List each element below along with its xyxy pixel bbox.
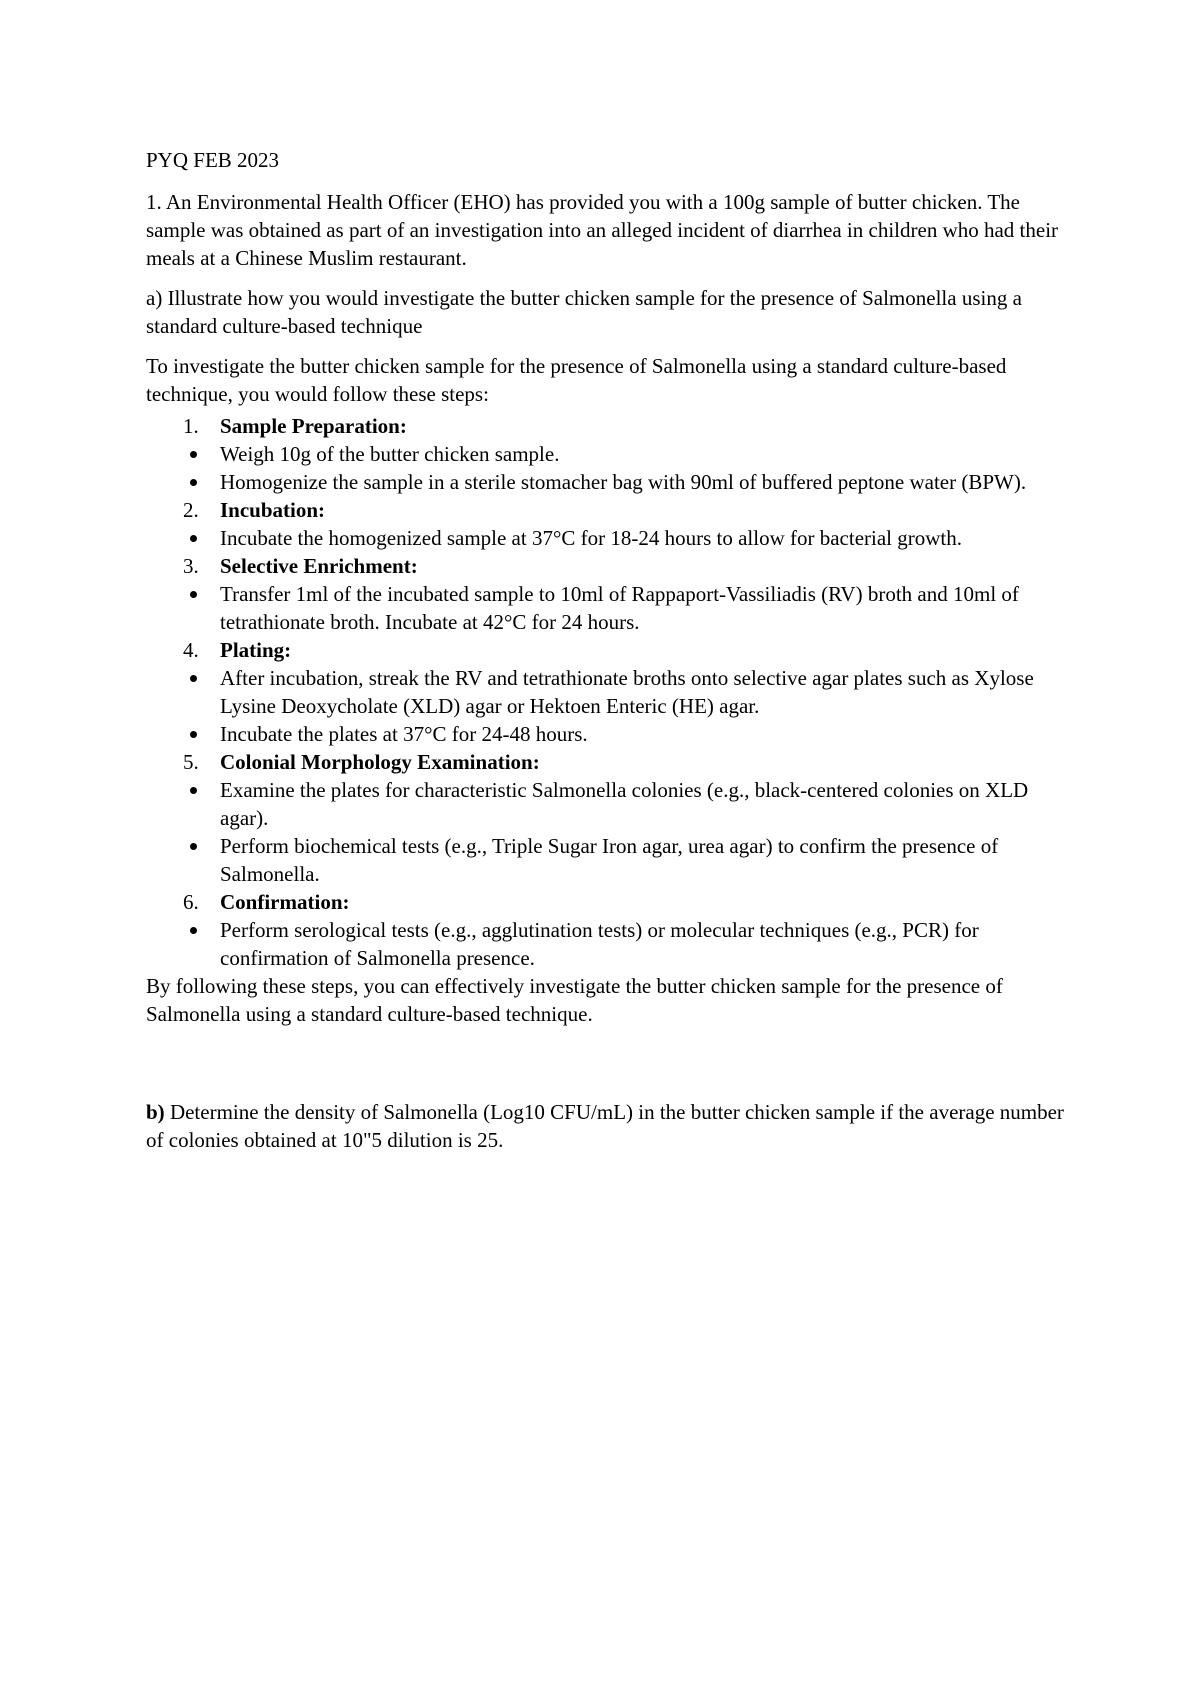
- bullet-text: Incubate the homogenized sample at 37°C for 18-24 hours to allow for bacterial growth.: [220, 526, 963, 550]
- bullet-icon: [190, 731, 197, 738]
- bullet-item: [146, 832, 1066, 888]
- question-part-a: a) Illustrate how you would investigate the butter chicken sample for the presence of Salmonella using a standard culture-based technique: [146, 286, 1022, 338]
- bullet-icon: [190, 927, 197, 934]
- step-number: 5.: [183, 750, 199, 774]
- bullet-text: Homogenize the sample in a sterile stomacher bag with 90ml of buffered peptone water (BPW).: [220, 470, 1027, 494]
- bullet-item: [146, 664, 1066, 720]
- bullet-icon: [190, 451, 197, 458]
- bullet-item: [146, 524, 1066, 552]
- step-title: Incubation:: [220, 498, 326, 522]
- answer-intro: To investigate the butter chicken sample for the presence of Salmonella using a standard culture-based technique, you would follow these steps:: [146, 354, 1007, 406]
- bullet-text: After incubation, streak the RV and tetrathionate broths onto selective agar plates such as Xylose Lysine Deoxycholate (XLD) agar or Hektoen Enteric (HE) agar.: [220, 666, 1034, 718]
- step-title: Plating:: [220, 638, 292, 662]
- bullet-icon: [190, 591, 197, 598]
- bullet-item: [146, 720, 1066, 748]
- bullet-text: Perform biochemical tests (e.g., Triple Sugar Iron agar, urea agar) to confirm the presence of Salmonella.: [220, 834, 999, 886]
- bullet-text: Incubate the plates at 37°C for 24-48 hours.: [220, 722, 588, 746]
- step-title: Sample Preparation:: [220, 414, 407, 438]
- bullet-item: [146, 916, 1066, 972]
- page-title: PYQ FEB 2023: [146, 148, 280, 172]
- question-intro: 1. An Environmental Health Officer (EHO) has provided you with a 100g sample of butter chicken. The sample was obtained as part of an investigation into an alleged incident of diarrhea in children who had their meals at a Chinese Muslim restaurant.: [146, 190, 1059, 270]
- bullet-icon: [190, 675, 197, 682]
- step-number: 3.: [183, 554, 199, 578]
- bullet-icon: [190, 535, 197, 542]
- step-title: Confirmation:: [220, 890, 350, 914]
- step-number: 4.: [183, 638, 199, 662]
- step-item: [146, 888, 1066, 916]
- document-content: [146, 146, 1066, 1166]
- steps-list: [146, 412, 1066, 972]
- bullet-icon: [190, 787, 197, 794]
- step-title: Colonial Morphology Examination:: [220, 750, 540, 774]
- bullet-text: Examine the plates for characteristic Salmonella colonies (e.g., black-centered colonies on XLD agar).: [220, 778, 1029, 830]
- step-number: 1.: [183, 414, 199, 438]
- bullet-icon: [190, 479, 197, 486]
- answer-closing: By following these steps, you can effectively investigate the butter chicken sample for the presence of Salmonella using a standard culture-based technique.: [146, 974, 1003, 1026]
- part-b-label: b): [146, 1100, 165, 1124]
- bullet-item: [146, 776, 1066, 832]
- step-number: 6.: [183, 890, 199, 914]
- step-item: [146, 552, 1066, 580]
- spacer: [146, 1040, 1066, 1098]
- bullet-text: Perform serological tests (e.g., agglutination tests) or molecular techniques (e.g., PCR) for confirmation of Salmonella presence.: [220, 918, 979, 970]
- step-item: [146, 636, 1066, 664]
- step-item: [146, 412, 1066, 440]
- step-item: [146, 748, 1066, 776]
- bullet-icon: [190, 843, 197, 850]
- step-title: Selective Enrichment:: [220, 554, 418, 578]
- part-b-text: Determine the density of Salmonella (Log10 CFU/mL) in the butter chicken sample if the average number of colonies obtained at 10"5 dilution is 25.: [146, 1100, 1064, 1152]
- step-number: 2.: [183, 498, 199, 522]
- bullet-text: Weigh 10g of the butter chicken sample.: [220, 442, 560, 466]
- bullet-item: [146, 468, 1066, 496]
- bullet-text: Transfer 1ml of the incubated sample to 10ml of Rappaport-Vassiliadis (RV) broth and 10ml of tetrathionate broth. Incubate at 42°C for 24 hours.: [220, 582, 1019, 634]
- question-part-b: [146, 1098, 1066, 1154]
- bullet-item: [146, 440, 1066, 468]
- bullet-item: [146, 580, 1066, 636]
- step-item: [146, 496, 1066, 524]
